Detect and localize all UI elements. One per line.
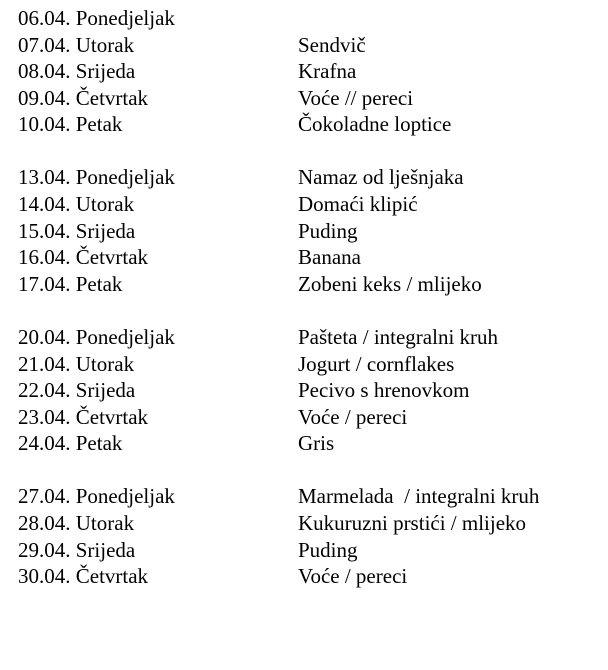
date-label: 10.04. Petak	[18, 112, 123, 137]
schedule-row	[18, 58, 598, 85]
schedule-row	[18, 191, 598, 218]
meal-label: Čokoladne loptice	[298, 112, 452, 137]
date-label: 27.04. Ponedjeljak	[18, 484, 175, 509]
schedule-row	[18, 5, 598, 32]
schedule-row	[18, 85, 598, 112]
date-label: 29.04. Srijeda	[18, 537, 136, 562]
meal-label: Jogurt / cornflakes	[298, 351, 455, 376]
meal-label: Namaz od lješnjaka	[298, 165, 464, 190]
date-label: 17.04. Petak	[18, 271, 123, 296]
date-label: 06.04. Ponedjeljak	[18, 6, 175, 30]
meal-label: Pecivo s hrenovkom	[298, 378, 470, 403]
schedule-row	[18, 324, 598, 351]
schedule-row	[18, 430, 598, 457]
date-label: 14.04. Utorak	[18, 192, 135, 217]
schedule-row	[18, 32, 598, 59]
schedule-row	[18, 563, 598, 590]
date-label: 08.04. Srijeda	[18, 59, 136, 84]
week-block	[18, 324, 598, 457]
schedule-row	[18, 111, 598, 138]
schedule-row	[18, 377, 598, 404]
schedule-row	[18, 510, 598, 537]
meal-label: Puding	[298, 218, 358, 243]
meal-label: Marmelada / integralni kruh	[298, 484, 540, 509]
date-label: 30.04. Četvrtak	[18, 564, 149, 589]
week-block	[18, 164, 598, 297]
schedule-row	[18, 271, 598, 298]
date-label: 28.04. Utorak	[18, 511, 135, 535]
date-label: 09.04. Četvrtak	[18, 85, 149, 110]
date-label: 15.04. Srijeda	[18, 218, 136, 243]
menu-schedule	[18, 5, 598, 616]
schedule-row	[18, 164, 598, 191]
date-label: 22.04. Srijeda	[18, 378, 136, 403]
date-label: 16.04. Četvrtak	[18, 245, 149, 270]
meal-label: Sendvič	[298, 32, 366, 57]
meal-label: Voće // pereci	[298, 85, 414, 110]
meal-label: Puding	[298, 537, 358, 562]
schedule-row	[18, 483, 598, 510]
schedule-row	[18, 218, 598, 245]
week-block	[18, 483, 598, 589]
schedule-row	[18, 244, 598, 271]
meal-label: Kukuruzni prstići / mlijeko	[298, 511, 527, 535]
schedule-row	[18, 351, 598, 378]
date-label: 23.04. Četvrtak	[18, 404, 149, 429]
date-label: 20.04. Ponedjeljak	[18, 324, 175, 349]
meal-label: Voće / pereci	[298, 564, 408, 589]
week-block	[18, 5, 598, 138]
meal-label: Krafna	[298, 59, 357, 84]
meal-label: Domaći klipić	[298, 192, 418, 217]
date-label: 13.04. Ponedjeljak	[18, 165, 175, 190]
schedule-row	[18, 537, 598, 564]
meal-label: Voće / pereci	[298, 404, 408, 429]
meal-label: Gris	[298, 431, 335, 456]
meal-label: Pašteta / integralni kruh	[298, 324, 499, 349]
date-label: 24.04. Petak	[18, 431, 123, 456]
meal-label: Banana	[298, 245, 361, 270]
date-label: 07.04. Utorak	[18, 32, 135, 57]
date-label: 21.04. Utorak	[18, 351, 135, 376]
schedule-row	[18, 404, 598, 431]
meal-label: Zobeni keks / mlijeko	[298, 271, 482, 296]
